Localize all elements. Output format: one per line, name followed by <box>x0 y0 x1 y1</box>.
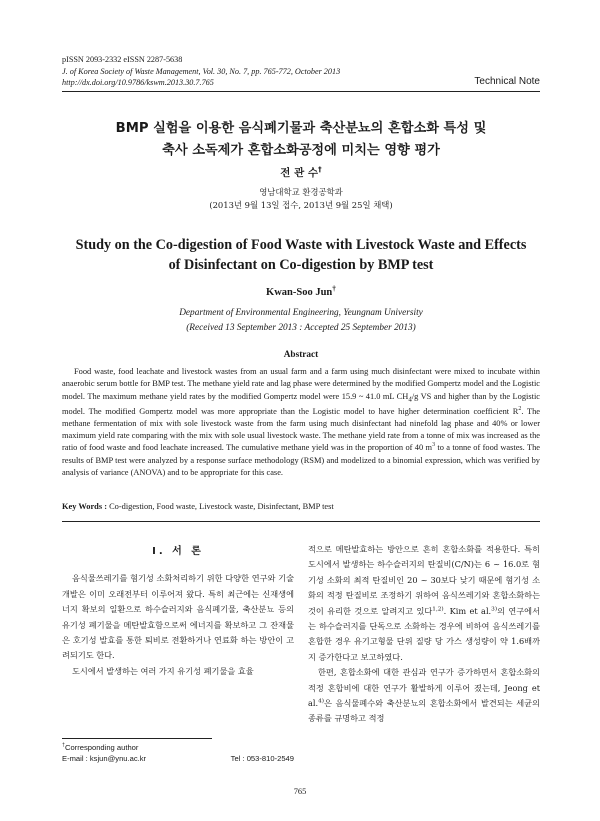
english-title-line2: of Disinfectant on Co-digestion by BMP test <box>168 257 434 273</box>
korean-affiliation-block <box>62 186 540 212</box>
korean-title-line1: BMP 실험을 이용한 음식폐기물과 축산분뇨의 혼합소화 특성 및 <box>115 121 487 136</box>
english-dates: (Received 13 September 2013 : Accepted 25 September 2013) <box>186 322 416 333</box>
abstract-sub-ch4: 4 <box>408 395 412 404</box>
body-right-column <box>308 542 540 727</box>
right-p1-part-a: 적으로 메탄발효하는 방안으로 흔히 혼합소화를 적용한다. 특히 도시에서 발생하는 하수슬러지의 탄질비(C/N)는 6 ~ 16.0로 혐기성 소화의 최적 탄질비인 20 ~ 30보다 낮기 때문에 혐기성 소화의 적정 탄질비로 조정하기 위하여 음식쓰레기와 혼합소화하는 것이 유리한 것으로 알려지고 있다 <box>308 544 540 616</box>
journal-citation: J. of Korea Society of Waste Management, Vol. 30, No. 7, pp. 765-772, October 2013 <box>62 66 341 76</box>
abstract-sup-m3: 3 <box>432 442 435 449</box>
right-paragraph-1 <box>308 542 540 665</box>
right-paragraph-2 <box>308 665 540 727</box>
footnote-email[interactable]: E-mail : ksjun@ynu.ac.kr <box>62 754 147 763</box>
body-left-column <box>62 540 294 679</box>
english-affiliation-block <box>62 306 540 335</box>
keywords-line <box>62 502 540 511</box>
footnote-label: Corresponding author <box>64 743 139 752</box>
corresponding-author-footnote <box>62 742 294 764</box>
korean-author <box>62 165 540 180</box>
korean-author-name: 전 관 수 <box>280 167 319 179</box>
korean-dates: (2013년 9월 13일 접수, 2013년 9월 25일 채택) <box>209 200 393 210</box>
left-paragraph-1: 음식물쓰레기를 혐기성 소화처리하기 위한 다양한 연구와 기술개발은 이미 오래전부터 이루어져 왔다. 특히 최근에는 신재생에너지 확보의 일환으로 하수슬러지와 음식폐기물, 축산분뇨 등의 유기성 폐기물을 메탄발효함으로써 에너지를 확보하고 그 잔재물은 호기성 발효를 통한 퇴비로 전환하거나 연료화 하는 방안이 고려되기도 한다. <box>62 573 294 661</box>
english-author-name: Kwan-Soo Jun <box>266 287 333 298</box>
citation-ref-3[interactable]: 4) <box>318 698 324 705</box>
right-p2-part-b: 은 음식물폐수와 축산분뇨의 혼합소화에서 발견되는 세균의 종류를 규명하고 적정 <box>308 698 540 724</box>
article-type-tag: Technical Note <box>474 76 540 87</box>
korean-author-mark: † <box>318 164 322 174</box>
section-heading-intro: I. 서 론 <box>152 546 204 557</box>
footnote-rule <box>62 738 212 739</box>
abstract-text <box>62 366 540 479</box>
left-paragraph-2: 도시에서 발생하는 여러 가지 유기성 폐기물을 효율 <box>72 665 254 676</box>
right-p2-part-a: 한편, 혼합소화에 대한 관심과 연구가 증가하면서 혼합소화의 적정 혼합비에 대한 연구가 활발하게 이루어 졌는데, Jeong et al. <box>308 667 540 709</box>
abstract-part1: Food waste, food leachate and livestock wastes from an usual farm and a farm using much disinfectant were mixed to incubate within anaerobic serum bottle for BMP test. The methane yield rate and lag phase were determined by the modified Gompertz model and the Logistic model. The maximum methane yield rates by the modified Gompertz model were 15.9 ~ 41.0 mL CH <box>62 367 540 401</box>
abstract-part2: /g VS and higher than by the Logistic model. The modified Gompertz model was more appropriate than the Logistic model to have higher determination coefficient R <box>62 391 540 416</box>
abstract-part4: to a tonne of food wastes. The results of BMP test were analyzed by a response surface methodology (RSM) and modelized to a binomial expression, which was verified by analysis of variance (ANOVA) and to be appropriate for this case. <box>62 443 540 478</box>
abstract-heading: Abstract <box>283 350 319 360</box>
korean-affiliation: 영남대학교 환경공학과 <box>259 187 343 197</box>
abstract-part3: . The methane fermentation of mix with sole livestock waste from the farm using much disinfectant had ninefold lag phase and 40% or lower maximum yield rate comparing with the mix with sole usual livestock waste. The methane yield rate from a tonne of mix was increased as the ratio of food waste and food leachate increased. The cumulative methane yield was in the proportion of 40 m <box>62 406 540 453</box>
keywords-list: Co-digestion, Food waste, Livestock waste, Disinfectant, BMP test <box>106 502 334 511</box>
citation-ref-2[interactable]: 3) <box>491 605 498 612</box>
english-author <box>62 283 540 298</box>
issn-line: pISSN 2093-2332 eISSN 2287-5638 <box>62 55 183 64</box>
keywords-label: Key Words : <box>62 502 107 511</box>
abstract-sup-r2: 2 <box>518 405 522 412</box>
citation-ref-1[interactable]: 1,2) <box>432 605 444 612</box>
footnote-mark: † <box>62 742 65 749</box>
english-affiliation: Department of Environmental Engineering, Yeungnam University <box>179 308 423 318</box>
korean-title-line2: 축사 소독제가 혼합소화공정에 미치는 영향 평가 <box>162 143 440 158</box>
english-title <box>62 235 540 275</box>
english-title-line1: Study on the Co-digestion of Food Waste with Livestock Waste and Effects <box>75 237 527 253</box>
header-rule <box>62 91 540 92</box>
korean-title <box>62 118 540 162</box>
doi-link[interactable]: http://dx.doi.org/10.9786/kswm.2013.30.7.765 <box>62 78 214 87</box>
journal-header <box>62 54 540 89</box>
footnote-tel: Tel : 053-810-2549 <box>230 754 294 763</box>
page-number: 765 <box>293 787 307 796</box>
right-p1-part-b: . Kim et al. <box>443 605 492 616</box>
english-author-mark: † <box>332 283 336 293</box>
abstract-rule <box>62 521 540 522</box>
right-p1-part-c: 의 연구에서는 하수슬러지를 단독으로 소화하는 경우에 비하여 음식쓰레기를 혼합한 경우 유기고형물 단위 질량 당 가스 생성량이 약 1.6배까지 증가한다고 보고하였다. <box>308 605 540 662</box>
